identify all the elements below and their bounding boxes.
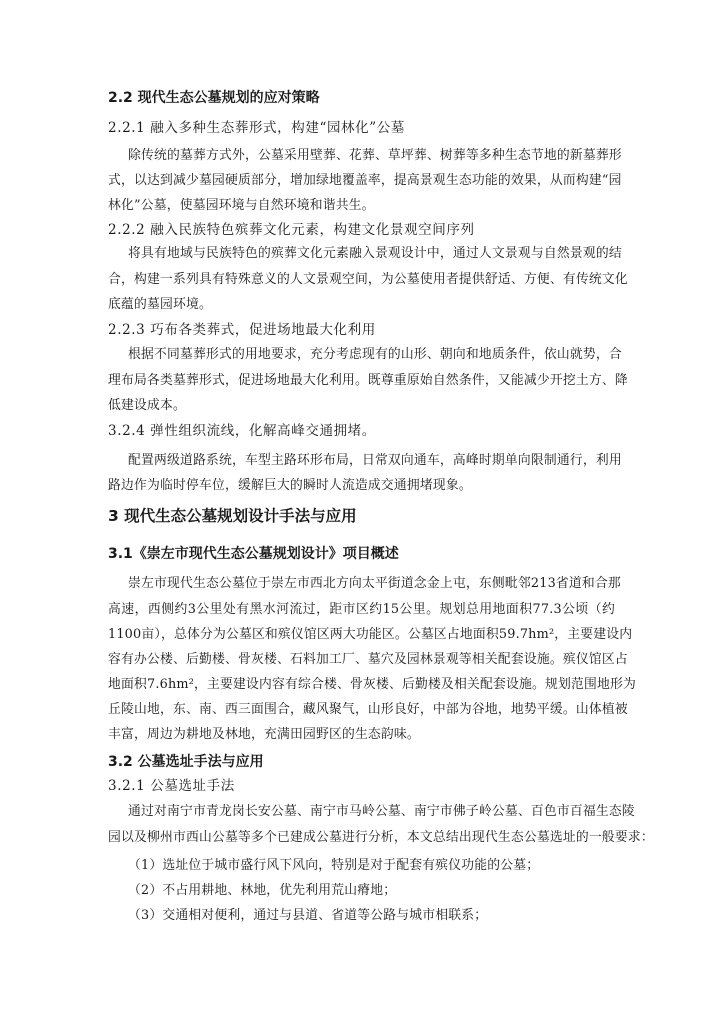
heading: 2.2.1 融入多种生态葬形式，构建“园林化”公墓 <box>108 120 405 136</box>
text-line: 1100亩），总体分为公墓区和殡仪馆区两大功能区。公墓区占地面积59.7hm²，主要建设内 <box>108 627 633 642</box>
text-line: 地面积7.6hm²，主要建设内容有综合楼、骨灰楼、后勤楼及相关配套设施。规划范围地形为 <box>108 677 636 692</box>
text-line: 理布局各类墓葬形式，促进场地最大化利用。既尊重原始自然条件，又能减少开挖土方、降 <box>108 373 628 388</box>
heading: 3.2.1 公墓选址手法 <box>108 778 235 794</box>
text-line: 丘陵山地，东、南、西三面围合，藏风聚气，山形良好，中部为谷地，地势平缓。山体植被 <box>108 702 628 717</box>
heading: 2.2 现代生态公墓规划的应对策略 <box>108 90 320 106</box>
heading: 3.1《崇左市现代生态公墓规划设计》项目概述 <box>108 546 399 562</box>
heading: 2.2.2 融入民族特色殡葬文化元素，构建文化景观空间序列 <box>108 222 475 238</box>
text-line: 崇左市现代生态公墓位于崇左市西北方向太平街道念金上屯，东侧毗邻213省道和合那 <box>128 576 621 591</box>
heading: 3 现代生态公墓规划设计手法与应用 <box>108 507 357 525</box>
text-line: 低建设成本。 <box>108 398 186 413</box>
text-line: 容有办公楼、后勤楼、骨灰楼、石料加工厂、墓穴及园林景观等相关配套设施。殡仪馆区占 <box>108 652 628 667</box>
text-line: （2）不占用耕地、林地，优先利用荒山瘠地； <box>128 883 397 898</box>
heading: 2.2.3 巧布各类葬式，促进场地最大化利用 <box>108 322 376 338</box>
text-line: 根据不同墓葬形式的用地要求，充分考虑现有的山形、朝向和地质条件，依山就势，合 <box>128 347 622 362</box>
text-line: 路边作为临时停车位，缓解巨大的瞬时人流造成交通拥堵现象。 <box>108 478 472 493</box>
text-line: 底蕴的墓园环境。 <box>108 297 212 312</box>
text-line: （1）选址位于城市盛行风下风向，特别是对于配套有殡仪功能的公墓； <box>128 858 540 873</box>
text-line: 除传统的墓葬方式外，公墓采用壁葬、花葬、草坪葬、树葬等多种生态节地的新墓葬形 <box>128 148 622 163</box>
heading: 3.2 公墓选址手法与应用 <box>108 754 264 770</box>
text-line: 林化”公墓，使墓园环境与自然环境和谐共生。 <box>108 198 375 213</box>
text-line: 式，以达到减少墓园硬质部分，增加绿地覆盖率，提高景观生态功能的效果，从而构建“园 <box>108 173 622 188</box>
text-line: 合，构建一系列具有特殊意义的人文景观空间，为公墓使用者提供舒适、方便、有传统文化 <box>108 272 628 287</box>
text-line: 高速，西侧约3公里处有黑水河流过，距市区约15公里。规划总用地面积77.3公顷（约 <box>108 602 615 617</box>
text-line: 通过对南宁市青龙岗长安公墓、南宁市马岭公墓、南宁市佛子岭公墓、百色市百福生态陵 <box>128 804 635 819</box>
text-line: 丰富，周边为耕地及林地，充满田园野区的生态韵味。 <box>108 727 420 742</box>
text-line: 将具有地域与民族特色的殡葬文化元素融入景观设计中，通过人文景观与自然景观的结 <box>128 246 622 261</box>
text-line: 园以及柳州市西山公墓等多个已建成公墓进行分析，本文总结出现代生态公墓选址的一般要求： <box>108 830 654 845</box>
text-line: 配置两级道路系统，车型主路环形布局，日常双向通车，高峰时期单向限制通行，利用 <box>128 453 622 468</box>
heading: 3.2.4 弹性组织流线，化解高峰交通拥堵。 <box>108 423 376 439</box>
text-line: （3）交通相对便利，通过与县道、省道等公路与城市相联系； <box>128 908 488 923</box>
